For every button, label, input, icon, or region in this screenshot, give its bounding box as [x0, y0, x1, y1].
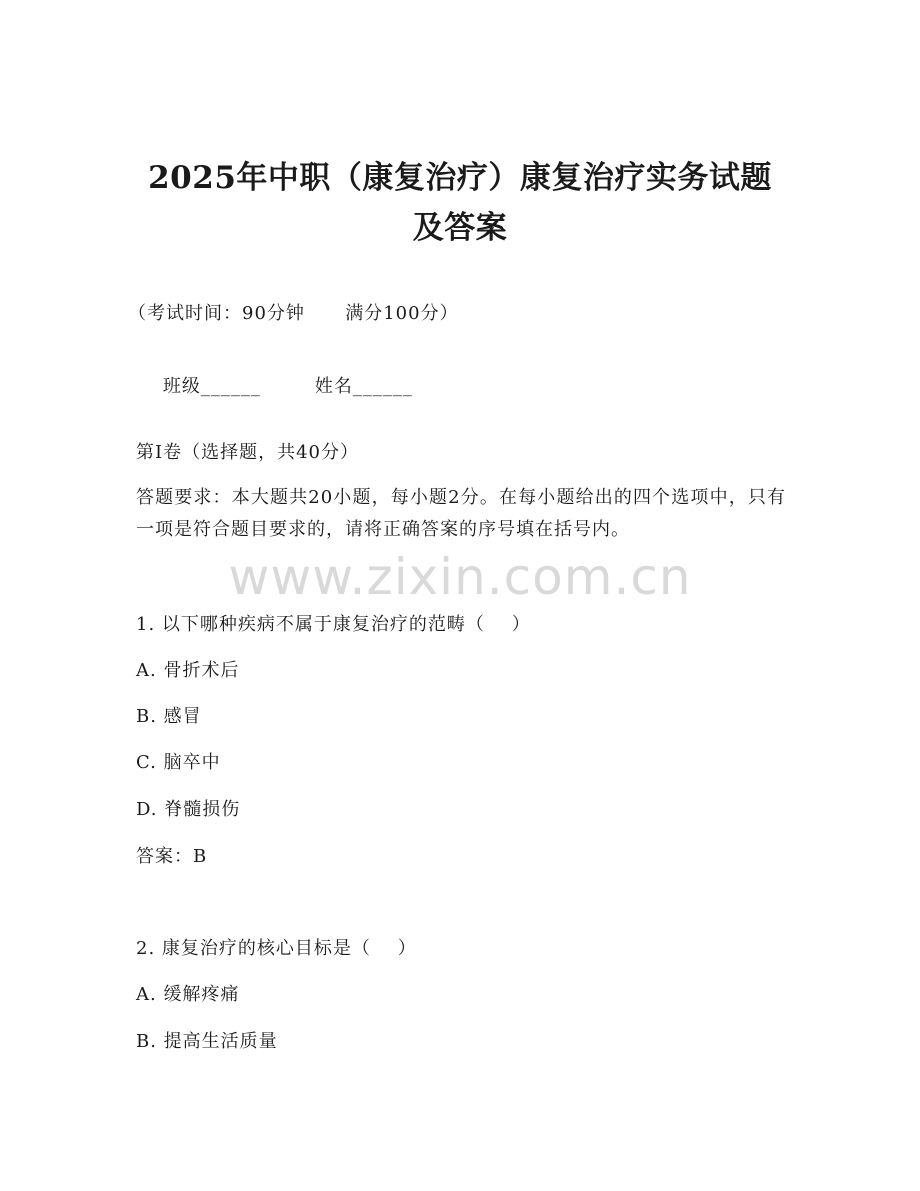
question-1-option-b: B. 感冒 [136, 706, 202, 727]
question-1-option-d: D. 脊髓损伤 [136, 799, 241, 820]
question-1-option-c: C. 脑卒中 [136, 752, 221, 773]
question-1-stem: 1. 以下哪种疾病不属于康复治疗的范畴（ ） [136, 614, 531, 635]
document-title-line-2: 及答案 [412, 210, 508, 246]
section-heading: 第I卷（选择题，共40分） [136, 442, 360, 463]
document-title-line-1: 2025年中职（康复治疗）康复治疗实务试题 [148, 160, 772, 196]
question-2-option-b: B. 提高生活质量 [136, 1031, 278, 1052]
question-2-option-a: A. 缓解疼痛 [136, 984, 240, 1005]
question-1-option-a: A. 骨折术后 [136, 660, 240, 681]
section-instructions: 答题要求：本大题共20小题，每小题2分。在每小题给出的四个选项中，只有一项是符合题目要求的，请将正确答案的序号填在括号内。 [136, 487, 786, 540]
question-1-answer: 答案：B [136, 846, 208, 867]
exam-info: （考试时间：90分钟 满分100分） [128, 303, 459, 324]
student-info-row [136, 348, 413, 426]
watermark: www.zixin.com.cn [228, 548, 692, 606]
name-field-label: 姓名______ [314, 376, 413, 397]
question-2-stem: 2. 康复治疗的核心目标是（ ） [136, 938, 417, 959]
class-field-label: 班级______ [162, 376, 261, 397]
